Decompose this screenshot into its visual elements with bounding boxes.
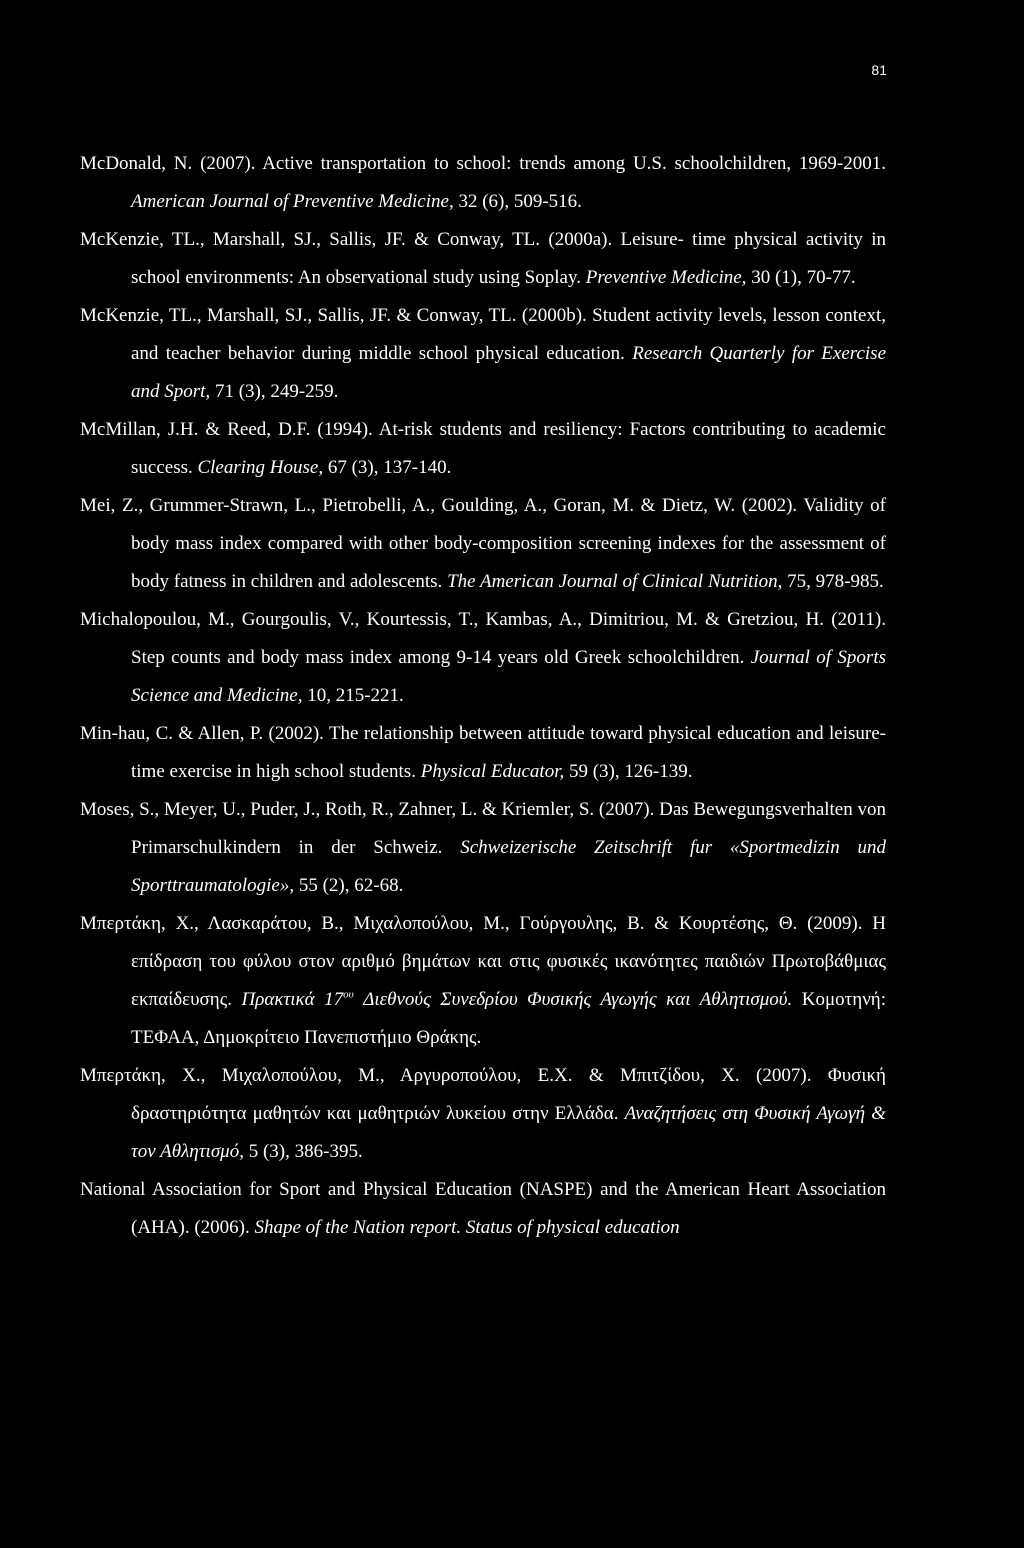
- reference-source: American Journal of Preventive Medicine,: [131, 191, 454, 212]
- reference-details: 10, 215-221.: [307, 685, 404, 706]
- reference-entry: [80, 905, 886, 1057]
- reference-authors: Μπερτάκη, Χ., Μιχαλοπούλου, Μ., Αργυροπούλου, Ε.Χ. & Μπιτζίδου, Χ. (2007). Φυσική δραστηριότητα μαθητών και μαθητριών λυκείου στην Ελλάδα.: [80, 1065, 886, 1124]
- reference-entry: [80, 1171, 886, 1247]
- reference-details: 67 (3), 137-140.: [327, 457, 452, 478]
- reference-authors: McDonald, N. (2007). Active transportation to school: trends among U.S. schoolchildren, 1969-2001.: [80, 153, 886, 174]
- reference-entry: [80, 221, 886, 297]
- reference-details: 75, 978-985.: [787, 571, 884, 592]
- reference-entry: [80, 791, 886, 905]
- reference-details: 30 (1), 70-77.: [751, 267, 856, 288]
- reference-source: Clearing House,: [197, 457, 324, 478]
- reference-authors: McMillan, J.H. & Reed, D.F. (1994). At-risk students and resiliency: Factors contributing to academic success.: [80, 419, 886, 478]
- reference-details: 5 (3), 386-395.: [248, 1141, 363, 1162]
- reference-authors: Μπερτάκη, Χ., Λασκαράτου, Β., Μιχαλοπούλου, Μ., Γούργουλης, Β. & Κουρτέσης, Θ. (2009). Η επίδραση του φύλου στον αριθμό βημάτων και στις φυσικές ικανότητες παιδιών Πρωτοβάθμιας εκπαίδευσης.: [80, 913, 886, 1010]
- reference-source: Αναζητήσεις στη Φυσική Αγωγή & τον Αθλητισμό,: [131, 1103, 886, 1162]
- reference-source-superscript: ου: [343, 988, 354, 1001]
- reference-authors: National Association for Sport and Physical Education (NASPE) and the American Heart Association (AHA). (2006).: [80, 1179, 886, 1238]
- reference-entry: [80, 715, 886, 791]
- reference-authors: McKenzie, TL., Marshall, SJ., Sallis, JF. & Conway, TL. (2000b). Student activity levels, lesson context, and teacher behavior during middle school physical education.: [80, 305, 886, 364]
- reference-authors: Michalopoulou, M., Gourgoulis, V., Kourtessis, T., Kambas, A., Dimitriou, M. & Gretziou, H. (2011). Step counts and body mass index among 9-14 years old Greek schoolchildren.: [80, 609, 886, 668]
- reference-source: Research Quarterly for Exercise and Sport,: [131, 343, 887, 402]
- reference-source: Διεθνούς Συνεδρίου Φυσικής Αγωγής και Αθλητισμού.: [363, 989, 793, 1010]
- reference-entry: [80, 601, 886, 715]
- reference-source: Journal of Sports Science and Medicine,: [131, 647, 886, 706]
- reference-authors: McKenzie, TL., Marshall, SJ., Sallis, JF. & Conway, TL. (2000a). Leisure- time physical activity in school environments: An observational study using Soplay.: [80, 229, 886, 288]
- reference-list: [80, 145, 886, 1247]
- reference-source: Shape of the Nation report. Status of physical education: [254, 1217, 680, 1238]
- reference-entry: [80, 487, 886, 601]
- reference-details: 59 (3), 126-139.: [568, 761, 693, 782]
- reference-authors: Mei, Z., Grummer-Strawn, L., Pietrobelli, A., Goulding, A., Goran, M. & Dietz, W. (2002). Validity of body mass index compared with other body-composition screening indexes for the assessment of body fatness in children and adolescents.: [80, 495, 886, 592]
- reference-details: 71 (3), 249-259.: [214, 381, 339, 402]
- page-number: 81: [871, 62, 887, 78]
- reference-source: Schweizerische Zeitschrift fur «Sportmedizin und Sporttraumatologie»,: [131, 837, 886, 896]
- reference-entry: [80, 411, 886, 487]
- reference-details: Κομοτηνή: ΤΕΦΑΑ, Δημοκρίτειο Πανεπιστήμιο Θράκης.: [131, 989, 887, 1048]
- reference-authors: Min-hau, C. & Allen, P. (2002). The relationship between attitude toward physical education and leisure-time exercise in high school students.: [80, 723, 886, 782]
- reference-source: Preventive Medicine,: [585, 267, 747, 288]
- reference-source: The American Journal of Clinical Nutrition,: [447, 571, 783, 592]
- reference-source: Physical Educator,: [420, 761, 565, 782]
- reference-entry: [80, 297, 886, 411]
- reference-details: 32 (6), 509-516.: [458, 191, 582, 212]
- reference-entry: [80, 145, 886, 221]
- reference-entry: [80, 1057, 886, 1171]
- reference-details: 55 (2), 62-68.: [298, 875, 404, 896]
- reference-authors: Moses, S., Meyer, U., Puder, J., Roth, R., Zahner, L. & Kriemler, S. (2007). Das Bewegungsverhalten von Primarschulkindern in der Schweiz.: [80, 799, 886, 858]
- reference-source-prefix: Πρακτικά 17: [241, 989, 344, 1010]
